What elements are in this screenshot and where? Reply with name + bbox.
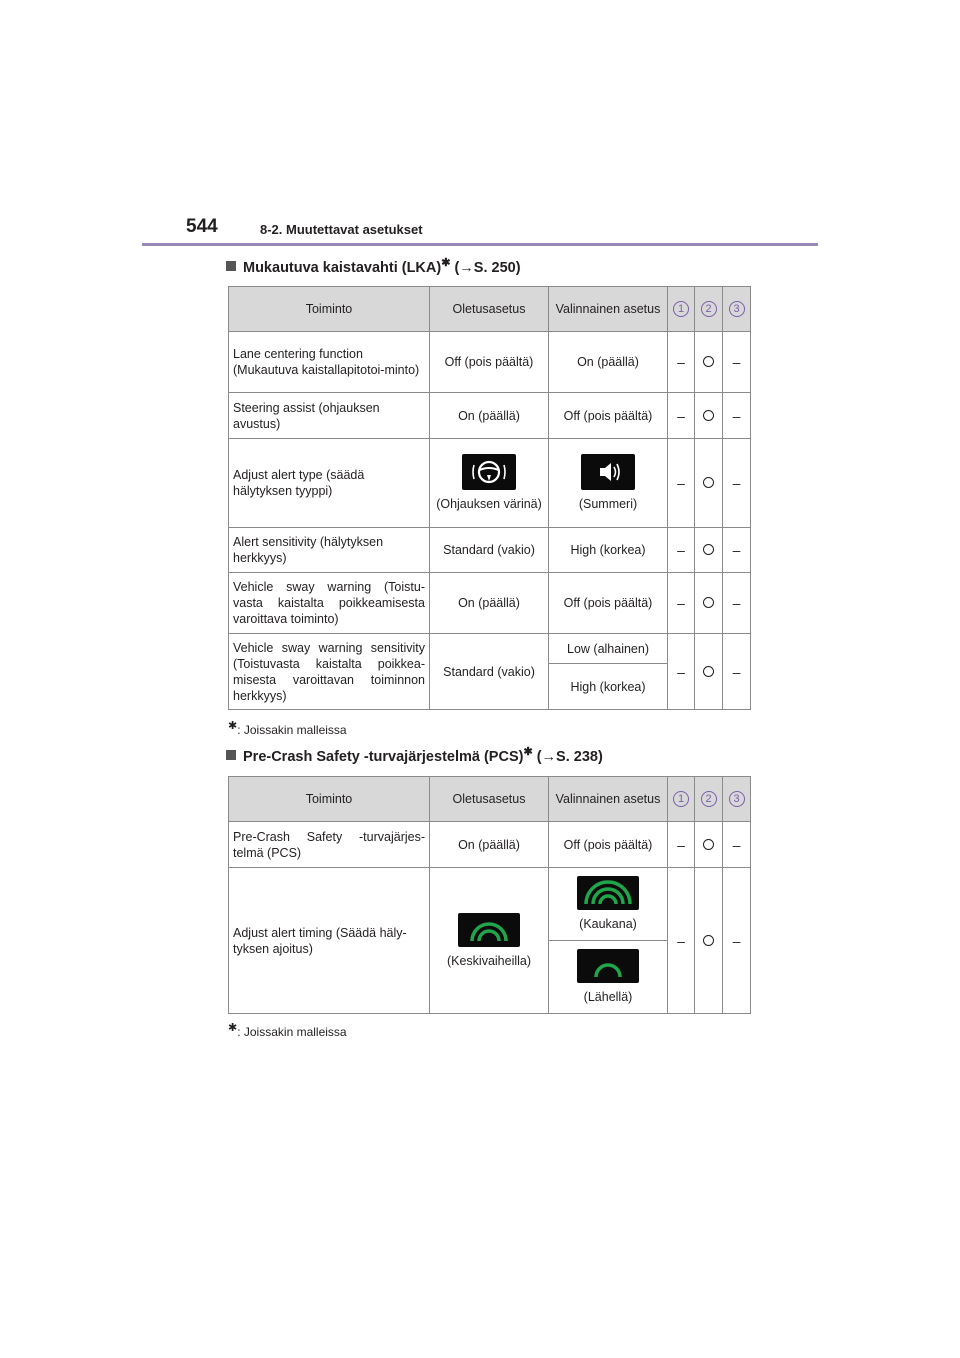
pcs-settings-table [228, 776, 751, 1014]
default-value: (Keskivaiheilla) [446, 953, 532, 968]
asterisk-icon: ✱ [228, 720, 238, 732]
setting-name: Vehicle sway warning (Toistu-vasta kaistalta poikkeamisesta varoittava toiminto) [229, 573, 430, 634]
setting-name: Alert sensitivity (hälytyksen herkkyys) [229, 528, 430, 573]
mark-dash: – [668, 573, 695, 634]
default-value: On (päällä) [430, 393, 549, 439]
circle-mark-icon [703, 356, 714, 367]
optional-value: High (korkea) [549, 528, 668, 573]
circle-mark-icon [703, 410, 714, 421]
asterisk-icon: ✱ [228, 1022, 238, 1034]
circle-mark-icon [703, 839, 714, 850]
optional-value: High (korkea) [549, 664, 668, 710]
setting-name: Adjust alert type (säädä hälytyksen tyyppi) [229, 439, 430, 528]
table-row [229, 573, 751, 634]
table-row [229, 393, 751, 439]
mark-dash: – [668, 528, 695, 573]
optional-value: (Kaukana) [579, 917, 637, 931]
optional-value: (Lähellä) [583, 990, 633, 1004]
mark-dash: – [723, 573, 751, 634]
optional-value: Off (pois päältä) [549, 822, 668, 868]
table-row [229, 868, 751, 941]
circle-mark-icon [703, 666, 714, 677]
default-value: Standard (vakio) [430, 634, 549, 710]
buzzer-icon [581, 454, 635, 490]
mark-dash: – [668, 439, 695, 528]
table-row [229, 528, 751, 573]
bullet-square-icon [226, 261, 236, 271]
col-header-default: Oletusasetus [430, 287, 549, 332]
pcs-heading [226, 745, 603, 765]
section-title: 8-2. Muutettavat asetukset [260, 222, 423, 237]
setting-name: Lane centering function (Mukautuva kaistallapitotoi-minto) [229, 332, 430, 393]
circle-mark-icon [703, 477, 714, 488]
col-header-function: Toiminto [229, 777, 430, 822]
optional-value: (Summeri) [578, 497, 638, 511]
mark-dash: – [668, 868, 695, 1014]
table-row [229, 332, 751, 393]
mark-dash: – [723, 822, 751, 868]
setting-name: Adjust alert timing (Säädä häly-tyksen ajoitus) [229, 868, 430, 1014]
header-divider [142, 243, 818, 246]
lka-page-ref: (→S. 250) [454, 259, 521, 276]
col-header-optional: Valinnainen asetus [549, 287, 668, 332]
number-1-icon: 1 [673, 791, 689, 807]
table-row [229, 439, 751, 528]
default-value-cell [430, 868, 549, 1014]
default-value: (Ohjauksen värinä) [436, 497, 542, 511]
asterisk-icon: ✱ [441, 257, 451, 269]
circle-mark-icon [703, 544, 714, 555]
number-1-icon: 1 [673, 301, 689, 317]
pcs-heading-text: Pre-Crash Safety -turvajärjestelmä (PCS) [243, 748, 524, 765]
circle-mark-icon [703, 935, 714, 946]
page-number: 544 [186, 216, 218, 237]
circle-mark-icon [703, 597, 714, 608]
setting-name: Vehicle sway warning sensitivity (Toistuvasta kaistalta poikkea-misesta varoittavan toiminnon herkkyys) [229, 634, 430, 710]
asterisk-icon: ✱ [523, 746, 533, 758]
col-header-default: Oletusasetus [430, 777, 549, 822]
optional-value-cell [549, 941, 668, 1014]
number-2-icon: 2 [701, 301, 717, 317]
mark-dash: – [723, 634, 751, 710]
lka-footnote: ✱: Joissakin malleissa [228, 720, 347, 737]
mark-dash: – [668, 822, 695, 868]
mark-dash: – [723, 439, 751, 528]
optional-value: Off (pois päältä) [549, 573, 668, 634]
setting-name: Steering assist (ohjauksen avustus) [229, 393, 430, 439]
default-value-cell [430, 439, 549, 528]
pcs-footnote: ✱: Joissakin malleissa [228, 1022, 347, 1039]
alert-timing-far-icon [577, 876, 639, 910]
alert-timing-near-icon [577, 949, 639, 983]
mark-dash: – [668, 332, 695, 393]
optional-value-cell [549, 868, 668, 941]
table-header-row [229, 287, 751, 332]
mark-dash: – [723, 868, 751, 1014]
mark-dash: – [668, 393, 695, 439]
lka-heading [226, 256, 521, 276]
optional-value-cell [549, 439, 668, 528]
number-2-icon: 2 [701, 791, 717, 807]
pcs-page-ref: (→S. 238) [536, 748, 603, 765]
col-header-function: Toiminto [229, 287, 430, 332]
lka-settings-table [228, 286, 751, 710]
bullet-square-icon [226, 750, 236, 760]
col-header-optional: Valinnainen asetus [549, 777, 668, 822]
default-value: Off (pois päältä) [430, 332, 549, 393]
mark-dash: – [723, 332, 751, 393]
default-value: On (päällä) [430, 573, 549, 634]
table-header-row [229, 777, 751, 822]
optional-value: On (päällä) [549, 332, 668, 393]
optional-value: Off (pois päältä) [549, 393, 668, 439]
mark-dash: – [723, 528, 751, 573]
default-value: On (päällä) [430, 822, 549, 868]
alert-timing-mid-icon [458, 913, 520, 947]
table-row [229, 634, 751, 664]
setting-name: Pre-Crash Safety -turvajärjes-telmä (PCS) [229, 822, 430, 868]
lka-heading-text: Mukautuva kaistavahti (LKA) [243, 259, 442, 276]
table-row [229, 822, 751, 868]
number-3-icon: 3 [729, 301, 745, 317]
mark-dash: – [723, 393, 751, 439]
steering-vibration-icon [462, 454, 516, 490]
number-3-icon: 3 [729, 791, 745, 807]
default-value: Standard (vakio) [430, 528, 549, 573]
optional-value: Low (alhainen) [549, 634, 668, 664]
mark-dash: – [668, 634, 695, 710]
